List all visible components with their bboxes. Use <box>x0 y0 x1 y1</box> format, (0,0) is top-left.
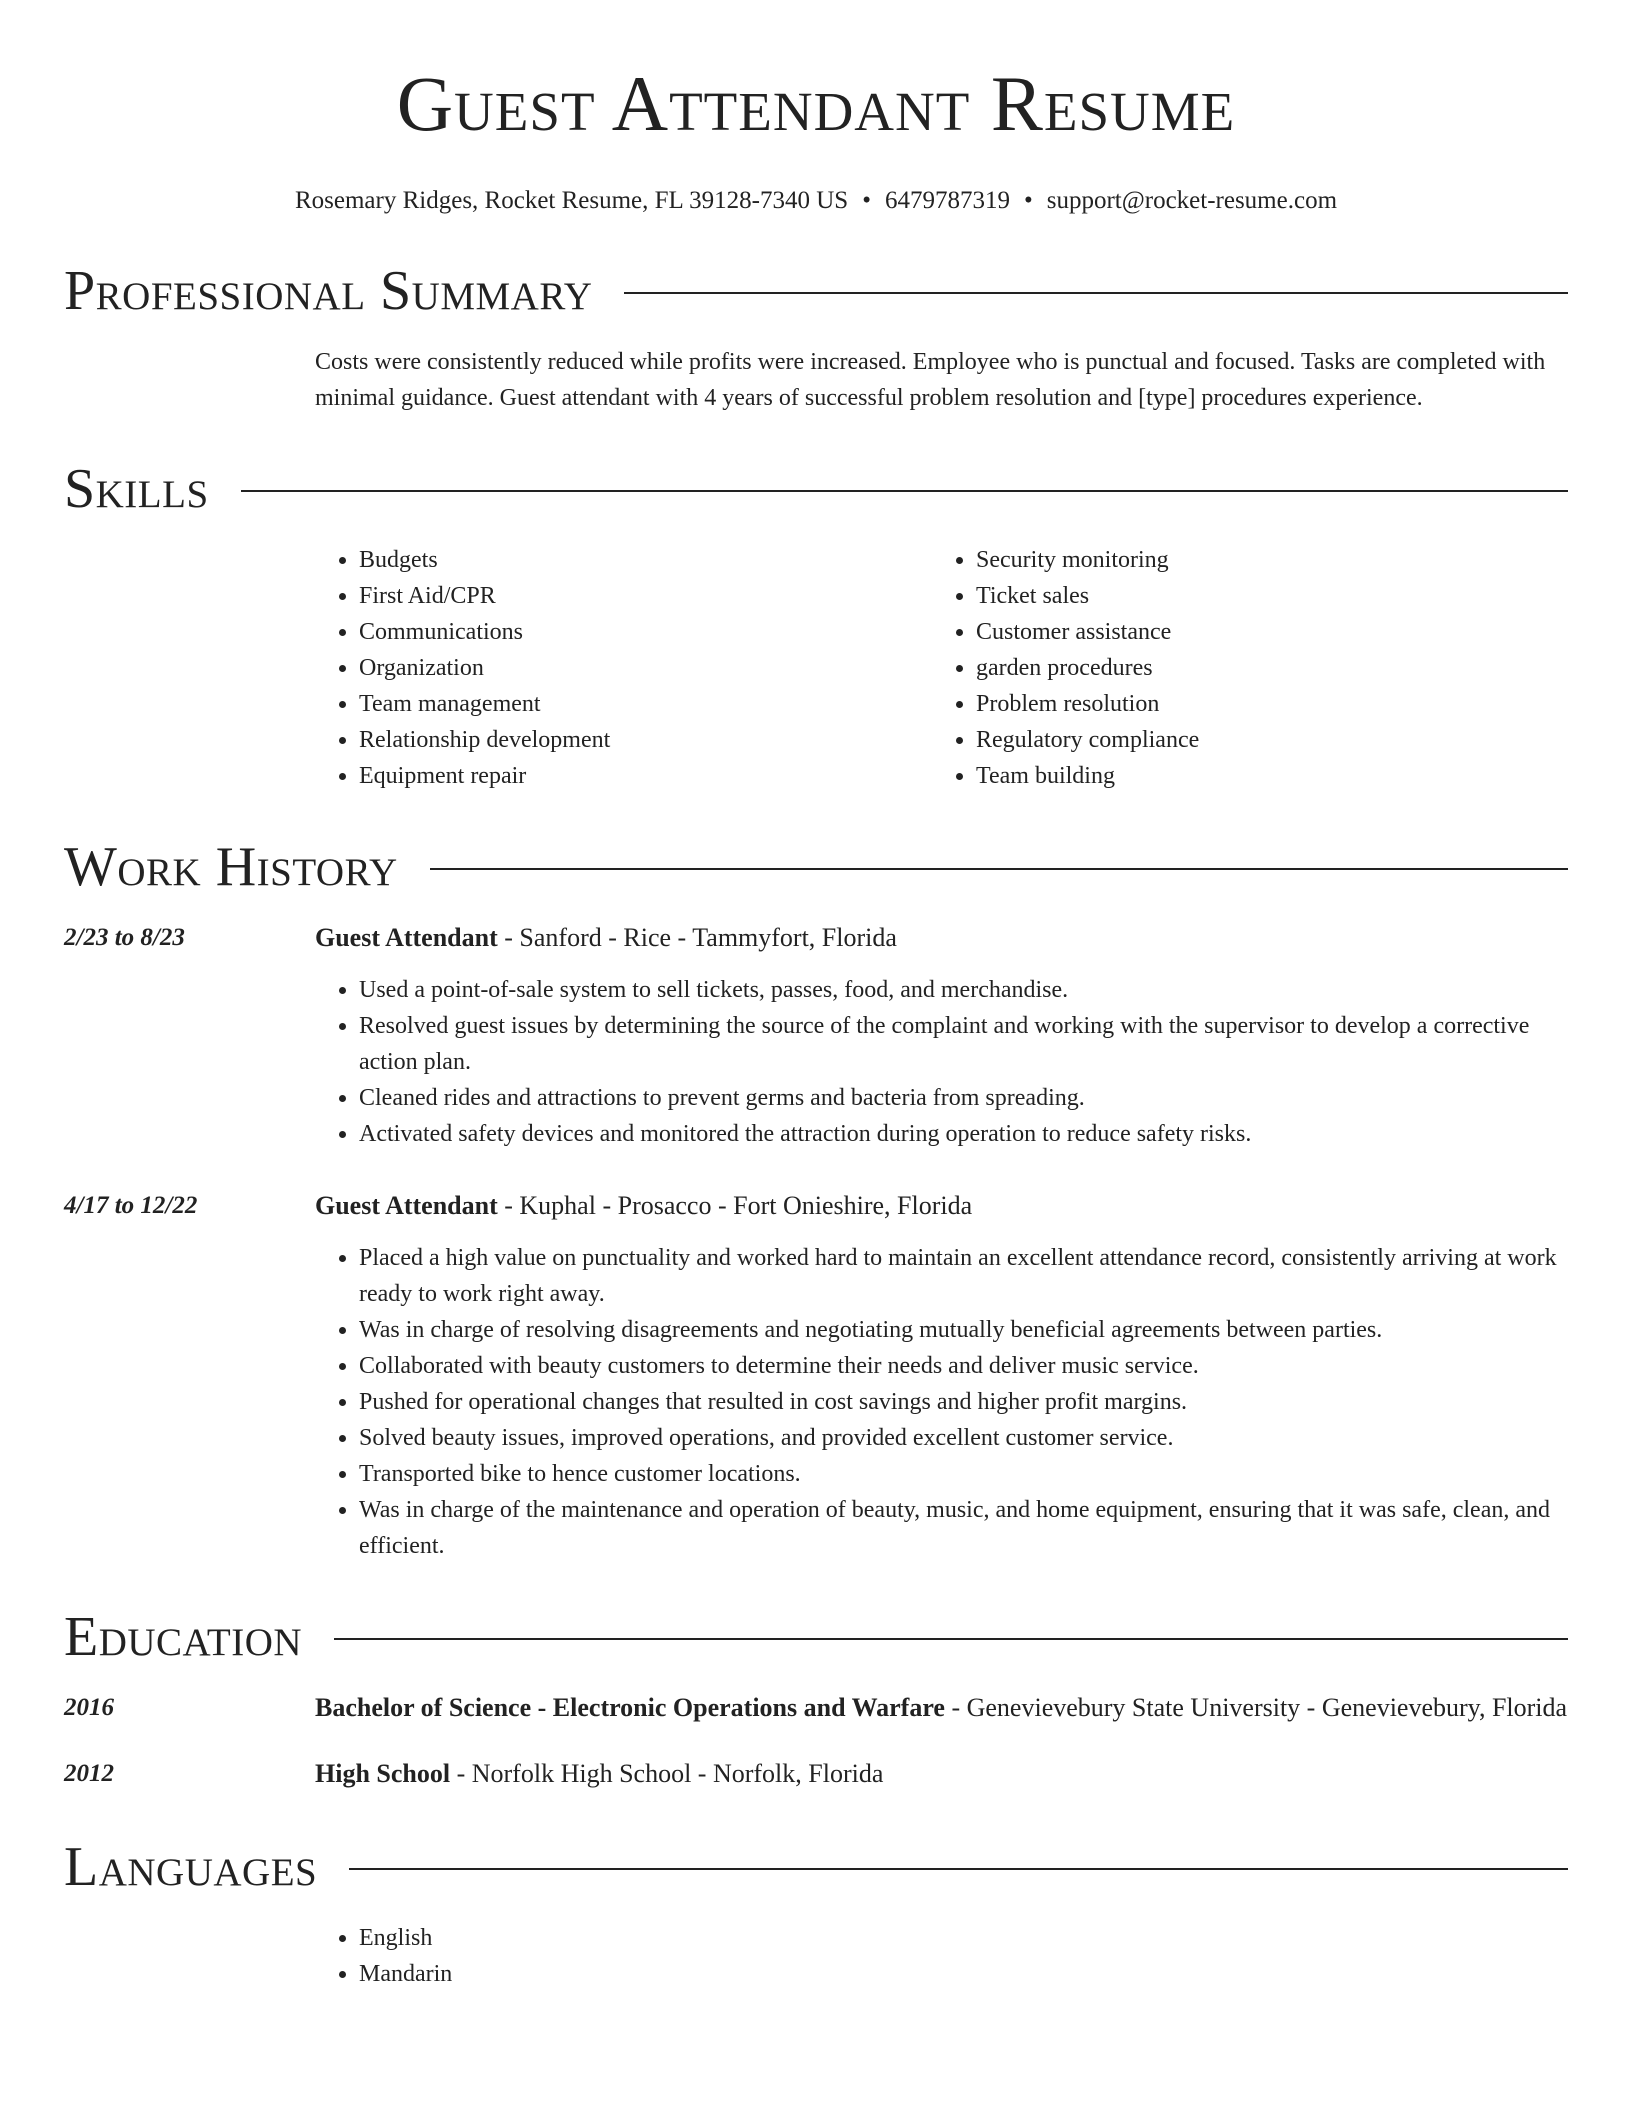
contact-separator: • <box>1023 187 1033 214</box>
job-heading <box>315 918 1568 958</box>
job-bullet: • Solved beauty issues, improved operations, and provided excellent customer service. <box>359 1420 1568 1456</box>
skill-item: • First Aid/CPR <box>359 578 932 614</box>
languages-heading: Languages <box>64 1836 318 1898</box>
job-title: Guest Attendant <box>315 923 498 952</box>
education-body <box>315 1754 1568 1794</box>
skills-heading: Skills <box>64 458 209 520</box>
job-dates: 4/17 to 12/22 <box>64 1192 198 1219</box>
language-item: • Mandarin <box>359 1956 1568 1992</box>
skills-section-header <box>64 456 1568 522</box>
skill-item: • Security monitoring <box>976 542 1549 578</box>
education-degree: Bachelor of Science - Electronic Operations and Warfare <box>315 1693 945 1722</box>
job-heading <box>315 1186 1568 1226</box>
job-bullet: • Transported bike to hence customer locations. <box>359 1456 1568 1492</box>
skill-item: • Budgets <box>359 542 932 578</box>
education-entry <box>64 1754 1568 1794</box>
job-title: Guest Attendant <box>315 1191 498 1220</box>
education-year: 2016 <box>64 1694 114 1721</box>
education-details: - Norfolk High School - Norfolk, Florida <box>450 1759 884 1788</box>
contact-address: Rosemary Ridges, Rocket Resume, FL 39128-7340 US <box>294 187 849 214</box>
skills-column-right <box>932 542 1549 794</box>
section-divider <box>241 490 1568 492</box>
job-bullet: • Cleaned rides and attractions to prevent germs and bacteria from spreading. <box>359 1080 1568 1116</box>
job-dates: 2/23 to 8/23 <box>64 924 185 951</box>
job-bullet: • Pushed for operational changes that resulted in cost savings and higher profit margins. <box>359 1384 1568 1420</box>
job-body <box>315 918 1568 1152</box>
job-bullet: • Collaborated with beauty customers to determine their needs and deliver music service. <box>359 1348 1568 1384</box>
skill-item: • Equipment repair <box>359 758 932 794</box>
skill-item: • Regulatory compliance <box>976 722 1549 758</box>
page-title: Guest Attendant Resume <box>396 60 1236 147</box>
job-bullet: • Was in charge of the maintenance and operation of beauty, music, and home equipment, ensuring that it was safe, clean, and efficient. <box>359 1492 1568 1564</box>
contact-phone: 6479787319 <box>884 187 1010 214</box>
job-details: - Sanford - Rice - Tammyfort, Florida <box>497 923 897 952</box>
job-bullets <box>315 1240 1568 1564</box>
language-item: • English <box>359 1920 1568 1956</box>
skill-item: • Relationship development <box>359 722 932 758</box>
education-entry <box>64 1688 1568 1728</box>
education-section-header <box>64 1604 1568 1670</box>
languages-list <box>315 1920 1568 1992</box>
job-bullet: • Was in charge of resolving disagreements and negotiating mutually beneficial agreements between parties. <box>359 1312 1568 1348</box>
summary-text: Costs were consistently reduced while profits were increased. Employee who is punctual and focused. Tasks are completed with minimal guidance. Guest attendant with 4 years of successful problem resolution and [type] procedures experience. <box>315 349 1546 411</box>
education-details: - Genevievebury State University - Genevievebury, Florida <box>944 1693 1568 1722</box>
skill-item: • Problem resolution <box>976 686 1549 722</box>
languages-section-header <box>64 1834 1568 1900</box>
summary-section-header <box>64 258 1568 324</box>
languages-bullets <box>315 1920 1568 1992</box>
skill-item: • Team building <box>976 758 1549 794</box>
job-details: - Kuphal - Prosacco - Fort Onieshire, Florida <box>497 1191 973 1220</box>
education-heading: Education <box>64 1606 303 1668</box>
job-entry <box>64 918 1568 1152</box>
skills-list <box>315 542 1568 794</box>
skill-item: • Ticket sales <box>976 578 1549 614</box>
job-bullet: • Activated safety devices and monitored the attraction during operation to reduce safety risks. <box>359 1116 1568 1152</box>
skill-item: • Organization <box>359 650 932 686</box>
education-body <box>315 1688 1568 1728</box>
job-entry <box>64 1186 1568 1564</box>
job-bullet: • Resolved guest issues by determining the source of the complaint and working with the supervisor to develop a corrective action plan. <box>359 1008 1568 1080</box>
contact-line <box>64 184 1568 218</box>
job-body <box>315 1186 1568 1564</box>
summary-heading: Professional Summary <box>64 260 593 322</box>
skill-item: • Customer assistance <box>976 614 1549 650</box>
section-divider <box>624 292 1568 294</box>
skill-item: • Team management <box>359 686 932 722</box>
section-divider <box>349 1868 1568 1870</box>
job-bullets <box>315 972 1568 1152</box>
skill-item: • garden procedures <box>976 650 1549 686</box>
work-heading: Work History <box>64 836 398 898</box>
skill-item: • Communications <box>359 614 932 650</box>
contact-separator: • <box>862 187 871 214</box>
education-year: 2012 <box>64 1760 114 1787</box>
skills-column-left <box>315 542 932 794</box>
section-divider <box>430 868 1568 870</box>
education-degree: High School <box>315 1759 451 1788</box>
section-divider <box>334 1638 1568 1640</box>
job-bullet: • Used a point-of-sale system to sell tickets, passes, food, and merchandise. <box>359 972 1568 1008</box>
job-bullet: • Placed a high value on punctuality and worked hard to maintain an excellent attendance record, consistently arriving at work ready to work right away. <box>359 1240 1568 1312</box>
contact-email: support@rocket-resume.com <box>1046 187 1338 214</box>
work-section-header <box>64 834 1568 900</box>
